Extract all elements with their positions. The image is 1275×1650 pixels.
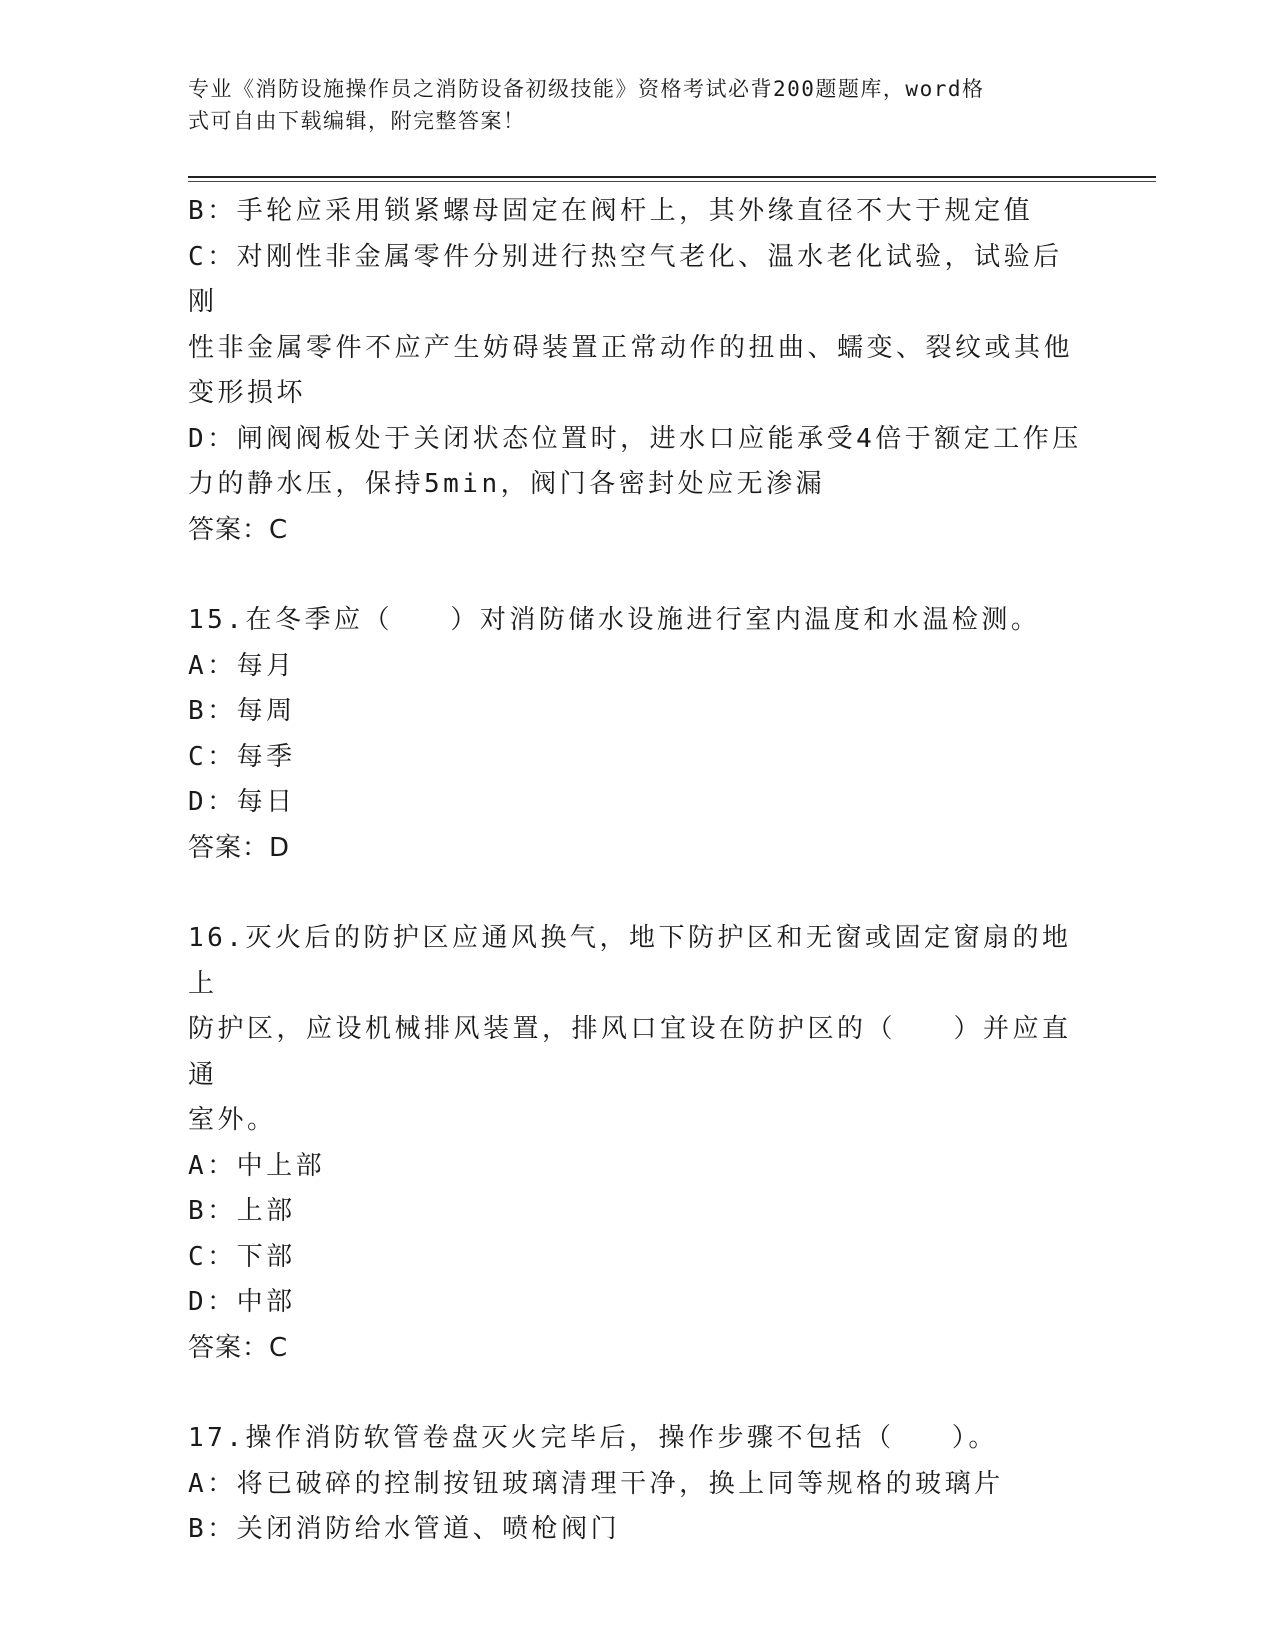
header-divider-thin [188,181,1156,182]
question-17 [188,1416,1088,1553]
answer: 答案：C [188,514,289,545]
option-b: B：每周 [188,696,296,726]
document-header [188,73,1088,137]
spacer [188,1371,1088,1416]
question-stem-line-1: 16.灭火后的防护区应通风换气，地下防护区和无窗或固定窗扇的地上 [188,923,1072,999]
question-stem: 17.操作消防软管卷盘灭火完毕后，操作步骤不包括（ ）。 [188,1423,998,1453]
answer: 答案：D [188,832,291,863]
option-c: C：每季 [188,741,296,772]
option-c-line-1: C：对刚性非金属零件分别进行热空气老化、温水老化试验，试验后刚 [188,241,1063,317]
question-stem-line-3: 室外。 [188,1105,277,1135]
question-stem: 15.在冬季应（ ）对消防储水设施进行室内温度和水温检测。 [188,605,1041,635]
option-b: B：手轮应采用锁紧螺母固定在阀杆上，其外缘直径不大于规定值 [188,196,1034,226]
header-line-2: 式可自由下载编辑，附完整答案！ [188,109,526,133]
spacer [188,553,1088,598]
question-14 [188,189,1088,553]
question-list [188,189,1088,1553]
option-d-line-1: D：闸阀阀板处于关闭状态位置时，进水口应能承受4倍于额定工作压 [188,423,1082,454]
option-a: A：将已破碎的控制按钮玻璃清理干净，换上同等规格的玻璃片 [188,1468,1004,1499]
option-d: D：中部 [188,1287,296,1317]
question-15 [188,598,1088,871]
question-stem-line-2: 防护区，应设机械排风装置，排风口宜设在防护区的（ ）并应直通 [188,1014,1072,1090]
option-c-line-3: 变形损坏 [188,378,307,408]
option-a: A：每月 [188,650,296,681]
option-c: C：下部 [188,1241,296,1272]
option-d: D：每日 [188,787,296,817]
option-a: A：中上部 [188,1150,326,1181]
option-d-line-2: 力的静水压，保持5min，阀门各密封处应无渗漏 [188,469,826,499]
header-divider-thick [188,176,1156,178]
header-line-1: 专业《消防设施操作员之消防设备初级技能》资格考试必背200题题库，word格 [188,77,985,101]
answer: 答案：C [188,1332,289,1363]
option-b: B：关闭消防给水管道、喷枪阀门 [188,1514,621,1544]
question-16 [188,916,1088,1371]
option-b: B：上部 [188,1196,296,1226]
spacer [188,871,1088,916]
option-c-line-2: 性非金属零件不应产生妨碍装置正常动作的扭曲、蠕变、裂纹或其他 [188,332,1074,363]
